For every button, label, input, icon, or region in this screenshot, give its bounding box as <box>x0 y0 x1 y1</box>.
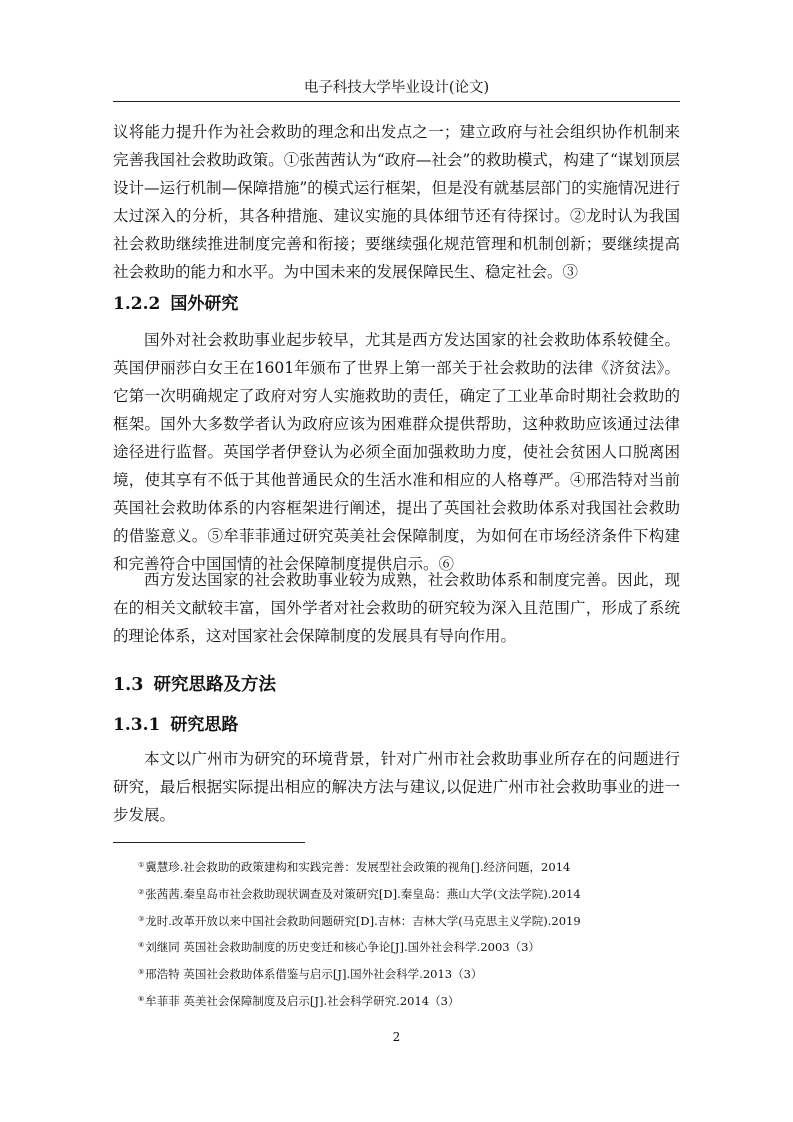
footnote-text: 龙时.改革开放以来中国社会救助问题研究[D].吉林：吉林大学(马克思主义学院).2019 <box>145 914 581 928</box>
page-number: 2 <box>392 1030 401 1044</box>
running-header-title: 电子科技大学毕业设计(论文) <box>303 80 490 96</box>
footnote-mark: ① <box>138 861 145 869</box>
footnote-text: 冀慧珍.社会救助的政策建构和实践完善：发展型社会政策的视角[].经济问题，2014 <box>145 860 571 874</box>
section-number: 1.2.2 <box>113 294 161 314</box>
section-title: 国外研究 <box>170 294 239 314</box>
footnote <box>138 937 678 955</box>
section-number: 1.3.1 <box>113 715 161 735</box>
header-divider <box>113 101 680 102</box>
footnote-mark: ⑥ <box>138 995 145 1003</box>
footnote-mark: ④ <box>138 941 145 949</box>
section-1-3-1-heading <box>113 713 238 737</box>
foreign-research-paragraph-1: 国外对社会救助事业起步较早，尤其是西方发达国家的社会救助体系较健全。英国伊丽莎白女王在1601年颁布了世界上第一部关于社会救助的法律《济贫法》。它第一次明确规定了政府对穷人实施救助的责任，确定了工业革命时期社会救助的框架。国外大多数学者认为政府应该为困难群众提供帮助，这种救助应该通过法律途径进行监督。英国学者伊登认为必须全面加强救助力度，使社会贫困人口脱离困境，使其享有不低于其他普通民众的生活水准和相应的人格尊严。④邢浩特对当前英国社会救助体系的内容框架进行阐述，提出了英国社会救助体系对我国社会救助的借鉴意义。⑤牟菲菲通过研究英美社会保障制度，为如何在市场经济条件下构建和完善符合中国国情的社会保障制度提供启示。⑥ <box>113 331 680 573</box>
foreign-research-paragraph-2: 西方发达国家的社会救助事业较为成熟，社会救助体系和制度完善。因此，现在的相关文献较丰富，国外学者对社会救助的研究较为深入且范围广，形成了系统的理论体系，这对国家社会保障制度的发展具有导向作用。 <box>113 571 680 645</box>
footnote <box>138 857 678 875</box>
section-title: 研究思路及方法 <box>153 675 276 695</box>
section-title: 研究思路 <box>170 715 239 735</box>
intro-paragraph: 议将能力提升作为社会救助的理念和出发点之一；建立政府与社会组织协作机制来完善我国社会救助政策。①张茜茜认为“政府—社会”的救助模式，构建了“谋划顶层设计—运行机制—保障措施”的模式运行框架，但是没有就基层部门的实施情况进行太过深入的分析，其各种措施、建议实施的具体细节还有待探讨。②龙时认为我国社会救助继续推进制度完善和衔接；要继续强化规范管理和机制创新；要继续提高社会救助的能力和水平。为中国未来的发展保障民生、稳定社会。③ <box>113 123 680 281</box>
footnote <box>138 884 678 902</box>
footnote-text: 刘继同 英国社会救助制度的历史变迁和核心争论[J].国外社会科学.2003（3） <box>145 940 540 954</box>
footnote <box>138 964 678 982</box>
footnote-divider <box>113 842 305 843</box>
footnote <box>138 991 678 1009</box>
section-1-2-2-heading <box>113 292 238 316</box>
section-number: 1.3 <box>113 675 144 695</box>
footnote-mark: ② <box>138 888 145 896</box>
research-approach-paragraph: 本文以广州市为研究的环境背景，针对广州市社会救助事业所存在的问题进行研究，最后根据实际提出相应的解决方法与建议,以促进广州市社会救助事业的进一步发展。 <box>113 750 680 824</box>
footnote-mark: ⑤ <box>138 968 145 976</box>
footnote-text: 牟菲菲 英美社会保障制度及启示[J].社会科学研究.2014（3） <box>145 994 460 1008</box>
section-1-3-heading <box>113 673 276 697</box>
footnote <box>138 911 678 929</box>
footnote-text: 张茜茜.秦皇岛市社会救助现状调查及对策研究[D].秦皇岛：燕山大学(文法学院).2014 <box>145 887 581 901</box>
footnote-text: 邢浩特 英国社会救助体系借鉴与启示[J].国外社会科学.2013（3） <box>145 967 483 981</box>
footnote-mark: ③ <box>138 915 145 923</box>
